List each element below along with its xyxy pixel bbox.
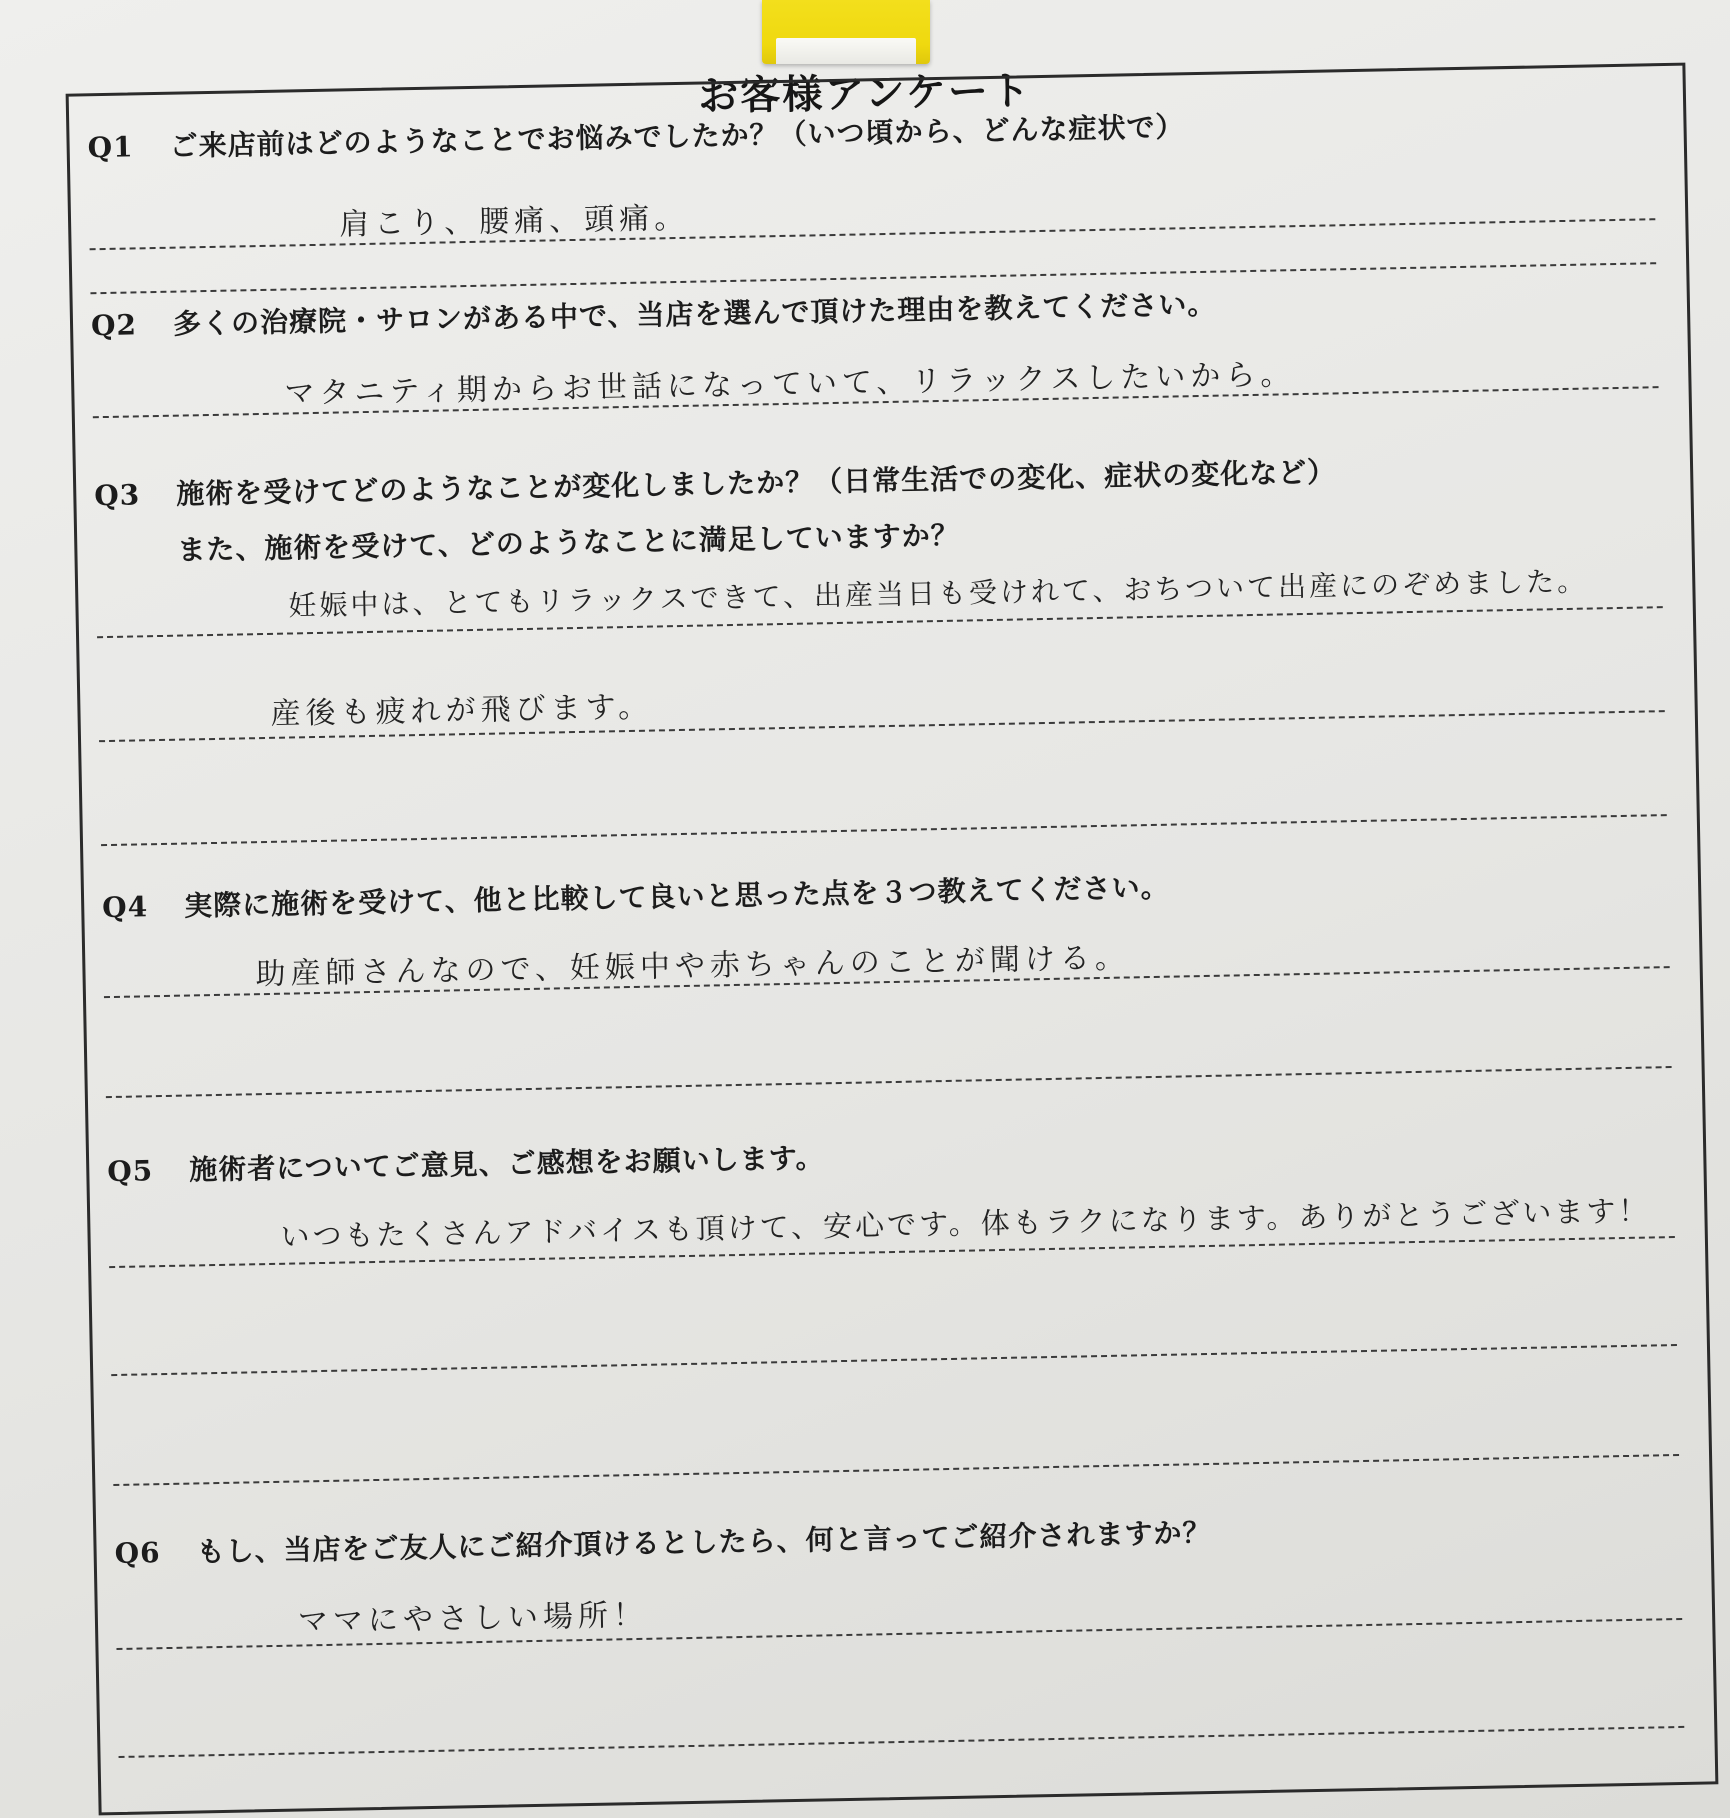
answer-line — [101, 814, 1667, 846]
answer-line — [106, 1066, 1672, 1098]
answer-1: 肩こり、腰痛、頭痛。 — [338, 200, 690, 243]
answer-6: ママにやさしい場所！ — [297, 1597, 649, 1640]
question-5 — [107, 1136, 825, 1190]
question-text: ご来店前はどのようなことでお悩みでしたか？（いつ頃から、どんな症状で） — [169, 110, 1185, 163]
binder-clip — [762, 0, 930, 64]
answer-3a: 妊娠中は、とてもリラックスできて、出産当日も受けれて、おちついて出産にのぞめました。 — [288, 564, 1589, 623]
question-number: Q2 — [90, 308, 138, 343]
question-number: Q1 — [87, 130, 134, 165]
answer-2: マタニティ期からお世話になっていて、リラックスしたいから。 — [284, 357, 1296, 412]
page-title: お客様アンケート — [697, 68, 1033, 120]
question-text: 実際に施術を受けて、他と比較して良いと思った点を３つ教えてください。 — [183, 870, 1170, 923]
answer-line — [113, 1454, 1679, 1486]
question-text: 施術者についてご意見、ご感想をお願いします。 — [188, 1141, 825, 1187]
question-4 — [102, 866, 1170, 926]
question-number: Q5 — [107, 1154, 154, 1189]
question-number: Q4 — [101, 890, 149, 925]
question-3 — [94, 450, 1337, 514]
question-1 — [87, 105, 1185, 166]
question-3-sub: また、施術を受けて、どのようなことに満足していますか？ — [177, 518, 961, 567]
question-6 — [114, 1511, 1212, 1572]
answer-line — [111, 1344, 1677, 1376]
answer-5: いつもたくさんアドバイスも頂けて、安心です。体もラクになります。ありがとうございます！ — [280, 1193, 1651, 1254]
answer-line — [119, 1726, 1685, 1758]
question-text: 多くの治療院・サロンがある中で、当店を選んで頂けた理由を教えてください。 — [172, 287, 1217, 341]
question-number: Q3 — [94, 478, 141, 513]
survey-form — [66, 63, 1719, 1816]
question-text: 施術を受けてどのようなことが変化しましたか？（日常生活での変化、症状の変化など） — [176, 455, 1337, 511]
answer-3b: 産後も疲れが飛びます。 — [270, 689, 654, 732]
answer-4: 助産師さんなので、妊娠中や赤ちゃんのことが聞ける。 — [255, 940, 1131, 993]
question-text: もし、当店をご友人にご紹介頂けるとしたら、何と言ってご紹介されますか？ — [196, 1515, 1212, 1569]
question-number: Q6 — [114, 1536, 161, 1571]
question-2 — [91, 283, 1217, 345]
answer-line — [90, 218, 1656, 250]
